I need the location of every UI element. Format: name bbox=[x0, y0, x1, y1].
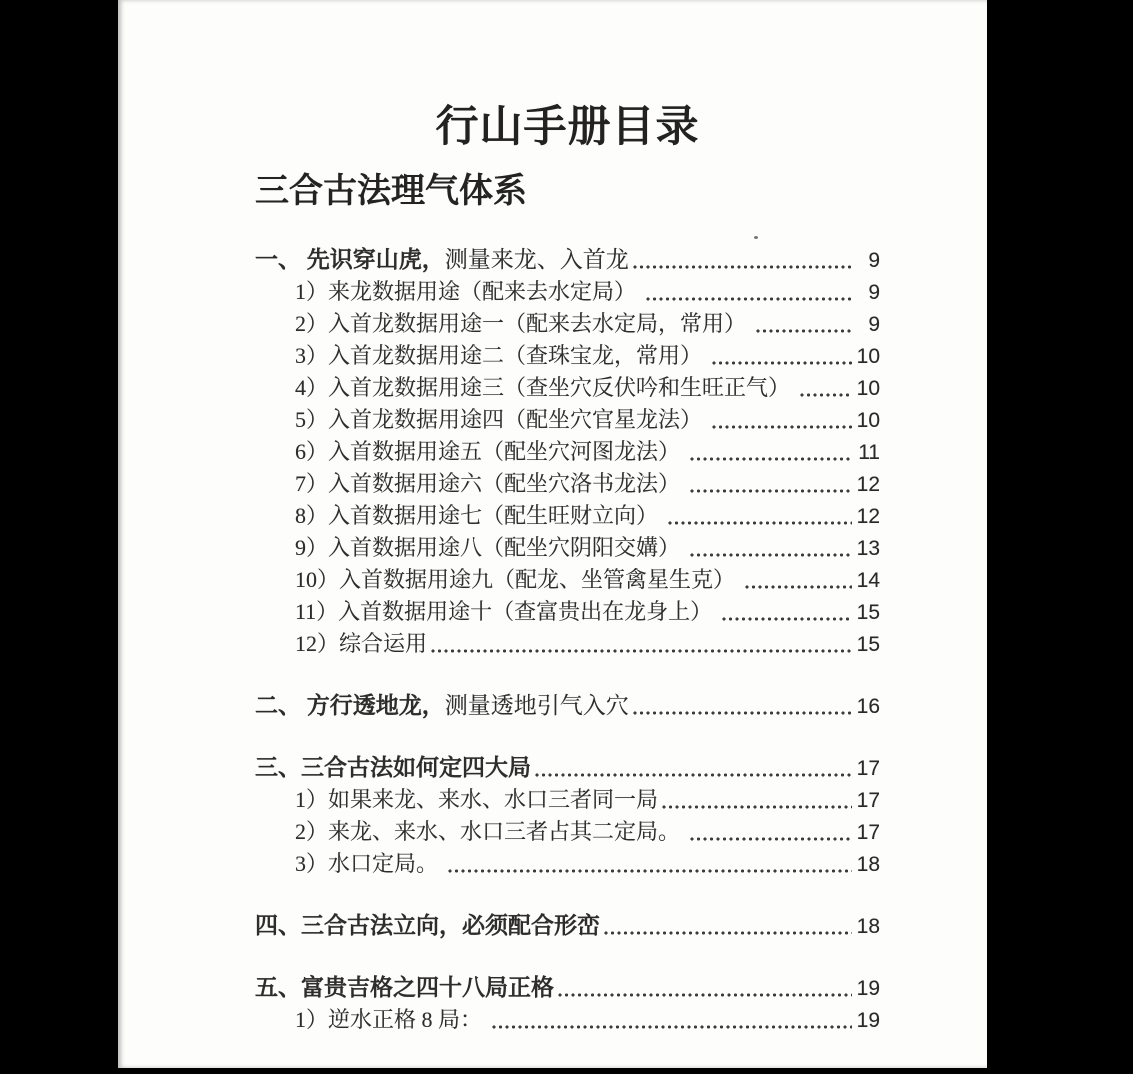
toc-entry-page-number: 10 bbox=[856, 409, 880, 432]
toc-entry-text: 5）入首龙数据用途四（配坐穴官星龙法） bbox=[295, 407, 708, 432]
toc-entry-number: 一、 bbox=[255, 247, 307, 272]
toc-entry bbox=[255, 276, 880, 308]
toc-entry-text-group bbox=[295, 1004, 488, 1036]
section-heading: 三合古法理气体系 bbox=[255, 173, 527, 210]
toc-entry-bold-text: 先识穿山虎， bbox=[306, 247, 445, 272]
toc-entry-page-number: 17 bbox=[856, 789, 880, 812]
dotted-leader bbox=[712, 423, 852, 430]
toc-entry-text: 1）逆水正格 8 局： bbox=[295, 1007, 488, 1032]
toc-entry-text: 4）入首龙数据用途三（查坐穴反伏吟和生旺正气） bbox=[295, 375, 796, 400]
toc-entry-page-number: 10 bbox=[856, 377, 880, 400]
toc-entry-text-group bbox=[295, 532, 686, 564]
dotted-leader bbox=[431, 647, 852, 654]
toc-entry-page-number: 14 bbox=[856, 569, 880, 592]
toc-entry-text-group bbox=[295, 340, 708, 372]
toc-entry bbox=[255, 752, 880, 784]
toc-entry bbox=[255, 848, 880, 880]
dotted-leader bbox=[690, 835, 852, 842]
toc-entry-text-group bbox=[295, 468, 686, 500]
toc-entry-page-number: 17 bbox=[856, 757, 880, 780]
document-page bbox=[118, 0, 987, 1068]
toc-entry-text-group bbox=[295, 308, 752, 340]
toc-entry-page-number: 15 bbox=[856, 601, 880, 624]
toc-entry-page-number: 9 bbox=[868, 281, 880, 304]
toc-entry bbox=[255, 244, 880, 276]
toc-entry-page-number: 12 bbox=[856, 505, 880, 528]
toc-entry-text: 6）入首数据用途五（配坐穴河图龙法） bbox=[295, 439, 686, 464]
toc-entry-page-number: 15 bbox=[856, 633, 880, 656]
scan-speck bbox=[754, 236, 758, 239]
dotted-leader bbox=[646, 295, 853, 302]
toc-entry bbox=[255, 340, 880, 372]
toc-entry bbox=[255, 372, 880, 404]
toc-entry-page-number: 11 bbox=[858, 441, 880, 464]
toc-entry bbox=[255, 628, 880, 660]
toc-entry bbox=[255, 596, 880, 628]
toc-entry-text-group bbox=[295, 816, 686, 848]
toc-list bbox=[255, 244, 880, 1036]
toc-entry bbox=[255, 500, 880, 532]
dotted-leader bbox=[558, 991, 852, 998]
toc-entry-text-group bbox=[255, 244, 629, 276]
toc-entry bbox=[255, 816, 880, 848]
dotted-leader bbox=[745, 583, 852, 590]
dotted-leader bbox=[662, 803, 852, 810]
toc-entry-text-group bbox=[295, 436, 686, 468]
toc-entry-text: 1）如果来龙、来水、水口三者同一局 bbox=[295, 787, 659, 812]
toc-entry bbox=[255, 404, 880, 436]
toc-entry bbox=[255, 784, 880, 816]
toc-entry-page-number: 9 bbox=[868, 249, 880, 272]
toc-entry-page-number: 17 bbox=[856, 821, 880, 844]
dotted-leader bbox=[712, 359, 852, 366]
toc-entry-text: 11）入首数据用途十（查富贵出在龙身上） bbox=[295, 599, 718, 624]
toc-entry bbox=[255, 308, 880, 340]
toc-entry-page-number: 10 bbox=[856, 345, 880, 368]
toc-entry-number: 四、 bbox=[255, 913, 301, 938]
dotted-leader bbox=[535, 771, 852, 778]
toc-entry-text: 12）综合运用 bbox=[295, 631, 428, 656]
toc-entry-text: 测量来龙、入首龙 bbox=[444, 247, 629, 272]
toc-entry-bold-text: 三合古法如何定四大局 bbox=[301, 755, 531, 780]
toc-entry-text: 9）入首数据用途八（配坐穴阴阳交媾） bbox=[295, 535, 686, 560]
dotted-leader bbox=[668, 519, 852, 526]
toc-entry bbox=[255, 690, 880, 722]
toc-entry-page-number: 18 bbox=[856, 853, 880, 876]
toc-entry-text-group bbox=[295, 848, 444, 880]
toc-entry bbox=[255, 972, 880, 1004]
dotted-leader bbox=[690, 455, 853, 462]
toc-entry-text: 7）入首数据用途六（配坐穴洛书龙法） bbox=[295, 471, 686, 496]
document-title: 行山手册目录 bbox=[435, 104, 700, 151]
toc-entry-text: 1）来龙数据用途（配来去水定局） bbox=[295, 279, 642, 304]
toc-entry-text: 2）入首龙数据用途一（配来去水定局，常用） bbox=[295, 311, 752, 336]
toc-entry-text: 测量透地引气入穴 bbox=[444, 693, 629, 718]
toc-entry-bold-text: 三合古法立向，必须配合形峦 bbox=[301, 913, 600, 938]
dotted-leader bbox=[722, 615, 852, 622]
toc-entry-text-group bbox=[295, 564, 741, 596]
toc-entry-page-number: 13 bbox=[856, 537, 880, 560]
toc-entry-page-number: 19 bbox=[856, 1009, 880, 1032]
dotted-leader bbox=[633, 263, 853, 270]
toc-entry-page-number: 9 bbox=[868, 313, 880, 336]
dotted-leader bbox=[448, 867, 852, 874]
toc-entry-text: 10）入首数据用途九（配龙、坐管禽星生克） bbox=[295, 567, 741, 592]
toc-entry-bold-text: 富贵吉格之四十八局正格 bbox=[301, 975, 554, 1000]
toc-entry bbox=[255, 1004, 880, 1036]
dotted-leader bbox=[492, 1023, 852, 1030]
toc-entry bbox=[255, 532, 880, 564]
dotted-leader bbox=[756, 327, 853, 334]
toc-entry-page-number: 18 bbox=[856, 915, 880, 938]
dotted-leader bbox=[800, 391, 852, 398]
toc-entry-text-group bbox=[255, 910, 600, 942]
toc-entry-number: 五、 bbox=[255, 975, 301, 1000]
dotted-leader bbox=[690, 487, 852, 494]
toc-entry-text-group bbox=[295, 372, 796, 404]
toc-entry-text-group bbox=[295, 628, 427, 660]
toc-entry bbox=[255, 468, 880, 500]
toc-entry-page-number: 19 bbox=[856, 977, 880, 1000]
toc-entry-bold-text: 方行透地龙， bbox=[306, 693, 445, 718]
toc-entry-page-number: 16 bbox=[856, 695, 880, 718]
toc-entry-text-group bbox=[295, 784, 658, 816]
toc-entry-text: 2）来龙、来水、水口三者占其二定局。 bbox=[295, 819, 686, 844]
dotted-leader bbox=[633, 709, 852, 716]
toc-entry-text-group bbox=[295, 596, 718, 628]
toc-entry-number: 二、 bbox=[255, 693, 307, 718]
toc-entry bbox=[255, 436, 880, 468]
toc-entry-text-group bbox=[255, 752, 531, 784]
toc-entry-text-group bbox=[295, 500, 664, 532]
toc-entry-text: 3）水口定局。 bbox=[295, 851, 444, 876]
toc-entry-text-group bbox=[255, 972, 554, 1004]
toc-entry-text-group bbox=[295, 404, 708, 436]
toc-entry bbox=[255, 910, 880, 942]
toc-entry-text: 3）入首龙数据用途二（查珠宝龙，常用） bbox=[295, 343, 708, 368]
toc-entry-text-group bbox=[255, 690, 629, 722]
toc-entry-text-group bbox=[295, 276, 642, 308]
toc-entry-text: 8）入首数据用途七（配生旺财立向） bbox=[295, 503, 664, 528]
dotted-leader bbox=[604, 929, 852, 936]
dotted-leader bbox=[690, 551, 852, 558]
toc-entry bbox=[255, 564, 880, 596]
toc-entry-page-number: 12 bbox=[856, 473, 880, 496]
toc-entry-number: 三、 bbox=[255, 755, 301, 780]
